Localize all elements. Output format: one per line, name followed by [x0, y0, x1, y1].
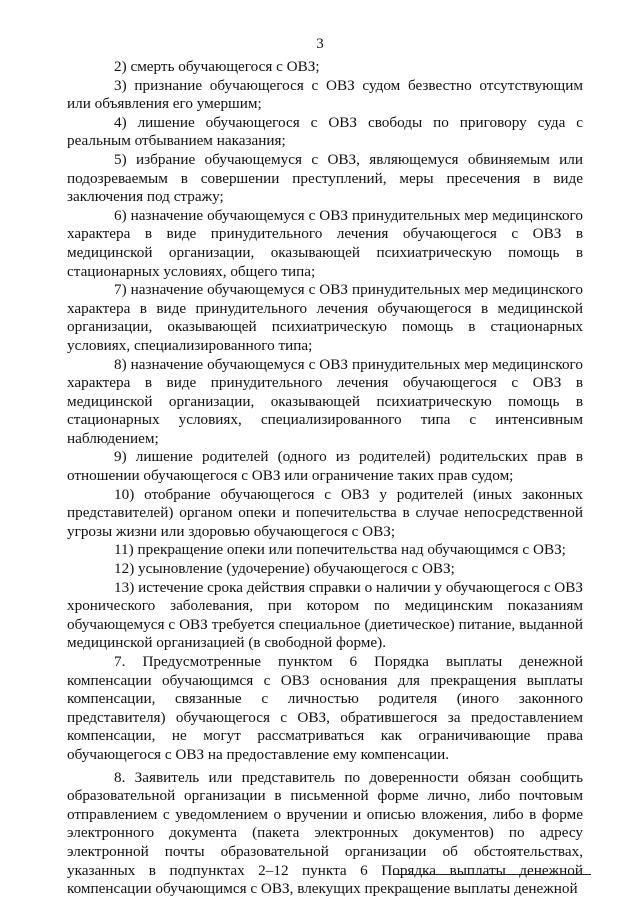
- section-8-paragraph: 8. Заявитель или представитель по доверенности обязан сообщить образовательной организации в письменной форме лично, либо почтовым отправлением с уведомлением о вручении и описью вложения, либо в форме электронного документа (пакета электронных документов) по адресу электронной почты образовательной организации об обстоятельствах, указанных в подпунктах 2–12 пункта 6 Порядка выплаты денежной компенсации обучающимся с ОВЗ, влекущих прекращение выплаты денежной: [67, 768, 583, 898]
- list-item-3: 3) признание обучающегося с ОВЗ судом безвестно отсутствующим или объявления его умершим;: [67, 76, 583, 113]
- list-item-7: 7) назначение обучающемуся с ОВЗ принудительных мер медицинского характера в виде принудительного лечения обучающегося в медицинской организации, оказывающей психиатрическую помощь в стационарных условиях, специализированного типа;: [67, 281, 583, 354]
- page-number: 3: [316, 36, 324, 52]
- list-item-9: 9) лишение родителей (одного из родителей) родительских прав в отношении обучающегося с ОВЗ или ограничение таких прав судом;: [67, 448, 583, 485]
- list-item-5: 5) избрание обучающемуся с ОВЗ, являющемуся обвиняемым или подозреваемым в совершении преступлений, меры пресечения в виде заключения под стражу;: [67, 150, 583, 206]
- list-item-12: 12) усыновление (удочерение) обучающегося с ОВЗ;: [114, 560, 455, 578]
- list-item-2: 2) смерть обучающегося с ОВЗ;: [114, 58, 320, 75]
- list-item-13: 13) истечение срока действия справки о наличии у обучающегося с ОВЗ хронического заболевания, при котором по медицинским показаниям обучающемуся с ОВЗ требуется специальное (диетическое) питание, выданной медицинской организацией (в свободной форме).: [67, 578, 583, 652]
- document-body: [67, 58, 583, 899]
- list-item-10: 10) отобрание обучающегося с ОВЗ у родителей (иных законных представителей) органом опеки и попечительства в случае непосредственной угрозы жизни или здоровью обучающегося с ОВЗ;: [67, 485, 583, 540]
- footer-rule: [393, 874, 591, 875]
- section-7-paragraph: 7. Предусмотренные пунктом 6 Порядка выплаты денежной компенсации обучающимся с ОВЗ основания для прекращения выплаты компенсации, связанные с личностью родителя (иного законного представителя) обучающегося с ОВЗ, обратившегося за предоставлением компенсации, не могут рассматриваться как ограничивающие права обучающегося с ОВЗ на предоставление ему компенсации.: [67, 653, 583, 763]
- list-item-8: 8) назначение обучающемуся с ОВЗ принудительных мер медицинского характера в виде принудительного лечения обучающегося с ОВЗ в медицинской организации, оказывающей психиатрическую помощь в стационарных условиях, специализированного типа с интенсивным наблюдением;: [67, 355, 583, 447]
- list-item-11: 11) прекращение опеки или попечительства над обучающимся с ОВЗ;: [114, 541, 566, 559]
- list-item-6: 6) назначение обучающемуся с ОВЗ принудительных мер медицинского характера в виде принудительного лечения обучающегося с ОВЗ в медицинской организации, оказывающей психиатрическую помощь в стационарных условиях, общего типа;: [67, 206, 583, 280]
- list-item-4: 4) лишение обучающегося с ОВЗ свободы по приговору суда с реальным отбыванием наказания;: [67, 113, 583, 150]
